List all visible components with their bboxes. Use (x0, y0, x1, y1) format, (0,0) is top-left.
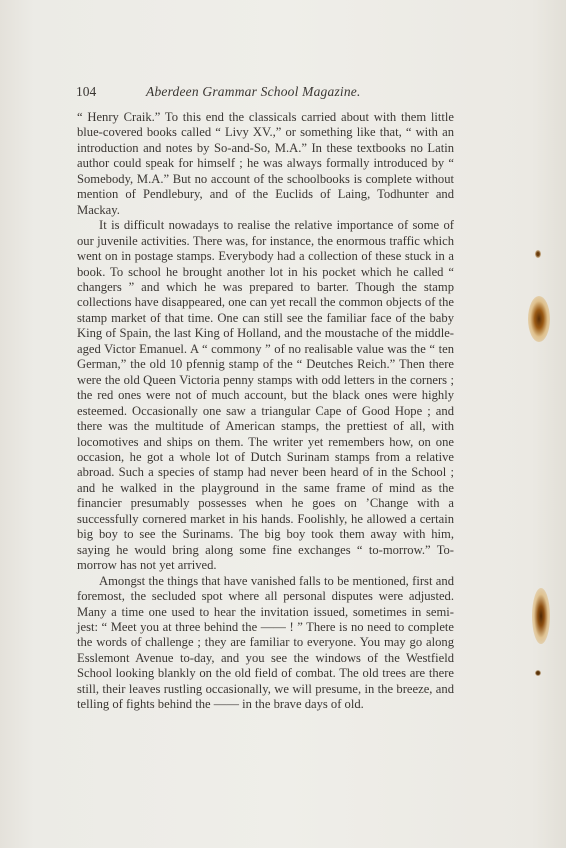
page-number: 104 (76, 84, 97, 99)
paper-stain (532, 588, 550, 644)
paragraph-1: “ Henry Craik.” To this end the classicals carried about with them little blue-covered books called “ Livy XV.,” or something like that, “ with an introduction and notes by So-and-So, M.A.” In these textbooks no Latin author could speak for himself ; he was always formally introduced by “ Somebody, M.A.” But no account of the schoolbooks is complete without mention of Pendlebury, and of the Euclids of Laing, Todhunter and Mackay. (77, 110, 454, 217)
paragraph-3: Amongst the things that have vanished falls to be mentioned, first and foremost, the secluded spot where all personal disputes were adjusted. Many a time one used to hear the invitation issued, sometimes in semi-jest: “ Meet you at three behind the —— ! ” There is no need to complete the words of challenge ; they are familiar to everyone. You may go along Esslemont Avenue to-day, and you see the windows of the Westfield School looking blankly on the old field of combat. The old trees are there still, their leaves rustling occasionally, we will presume, in the breeze, and telling of fights behind the —— in the brave days of old. (77, 573, 454, 712)
paper-stain (528, 296, 550, 342)
page-header (76, 84, 476, 102)
running-title: Aberdeen Grammar School Magazine. (146, 84, 361, 99)
paper-stain (535, 250, 541, 258)
paper-stain (535, 670, 541, 676)
paragraph-2: It is difficult nowadays to realise the relative importance of some of our juvenile activities. There was, for instance, the enormous traffic which went on in postage stamps. Everybody had a collection of these stuck in a book. To school he brought another lot in his pocket which he called “ changers ” and which he was prepared to barter. Though the stamp collections have disappeared, one can yet recall the common objects of the stamp market of that time. One can still see the familiar face of the baby King of Spain, the last King of Holland, and the moustache of the middle-aged Victor Emanuel. A “ commony ” of no realisable value was the “ ten German,” the old 10 pfennig stamp of the “ Deutches Reich.” Then there were the old Queen Victoria penny stamps with odd letters in the corners ; the red ones were not of much account, but the black ones were highly esteemed. Occasionally one saw a triangular Cape of Good Hope ; and there was the multitude of American stamps, the prettiest of all, with locomotives and ships on them. The writer yet remembers how, on one occasion, he got a whole lot of Dutch Surinam stamps from a relative abroad. Such a species of stamp had never been heard of in the School ; and he walked in the playground in the same frame of mind as the financier presumably possesses when he goes on ’Change with a successfully cornered market in his hands. Foolishly, he allowed a certain big boy to see the Surinams. The big boy took them away with him, saying he would bring along some fine exchanges “ to-morrow.” To-morrow has not yet arrived. (77, 218, 454, 573)
body-text (77, 110, 454, 713)
